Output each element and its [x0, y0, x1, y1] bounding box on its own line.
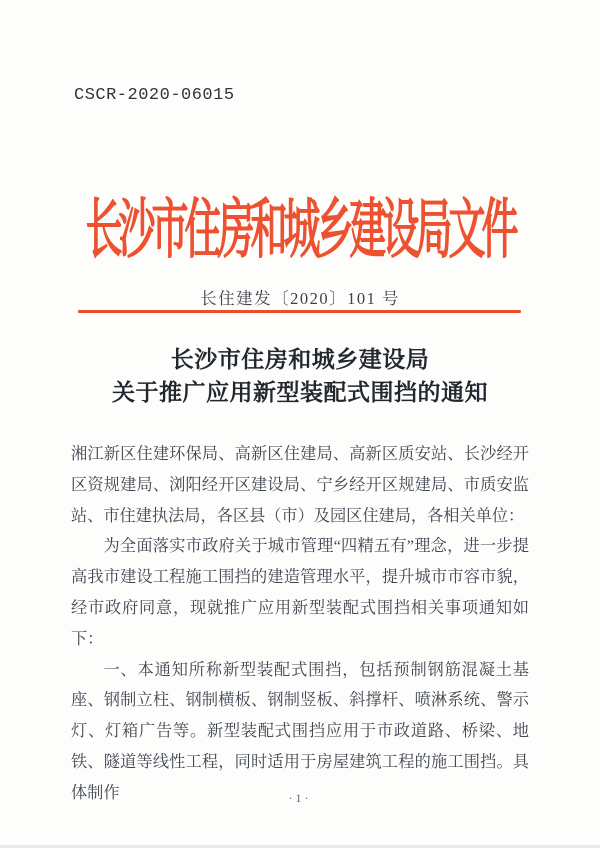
notice-title: [0, 343, 600, 409]
archive-code: CSCR-2020-06015: [74, 86, 235, 105]
notice-title-line1: 长沙市住房和城乡建设局: [170, 347, 430, 372]
red-divider-line: [78, 310, 521, 313]
intro-paragraph: 为全面落实市政府关于城市管理“四精五有”理念，进一步提高我市建设工程施工围挡的建造管理水平，提升城市市容市貌，经市政府同意，现就推广应用新型装配式围挡相关事项通知如下：: [71, 537, 529, 648]
document-body: [71, 439, 529, 809]
page-number: ·1·: [288, 791, 312, 805]
agency-banner: [0, 176, 600, 267]
agency-banner-title: 长沙市住房和城乡建设局文件: [85, 195, 515, 267]
item-one-paragraph: 一、本通知所称新型装配式围挡，包括预制钢筋混凝土基座、钢制立柱、钢制横板、钢制竖板、斜撑杆、喷淋系统、警示灯、灯箱广告等。新型装配式围挡应用于市政道路、桥梁、地铁、隧道等线性工程，同时适用于房屋建筑工程的施工围挡。具体制作: [71, 660, 529, 802]
notice-title-line2: 关于推广应用新型装配式围挡的通知: [112, 380, 488, 405]
recipients-paragraph: 湘江新区住建环保局、高新区住建局、高新区质安站、长沙经开区资规建局、浏阳经开区建设局、宁乡经开区规建局、市质安监站、市住建执法局，各区县（市）及园区住建局，各相关单位：: [71, 445, 529, 525]
document-number: 长住建发〔2020〕101 号: [200, 289, 400, 308]
